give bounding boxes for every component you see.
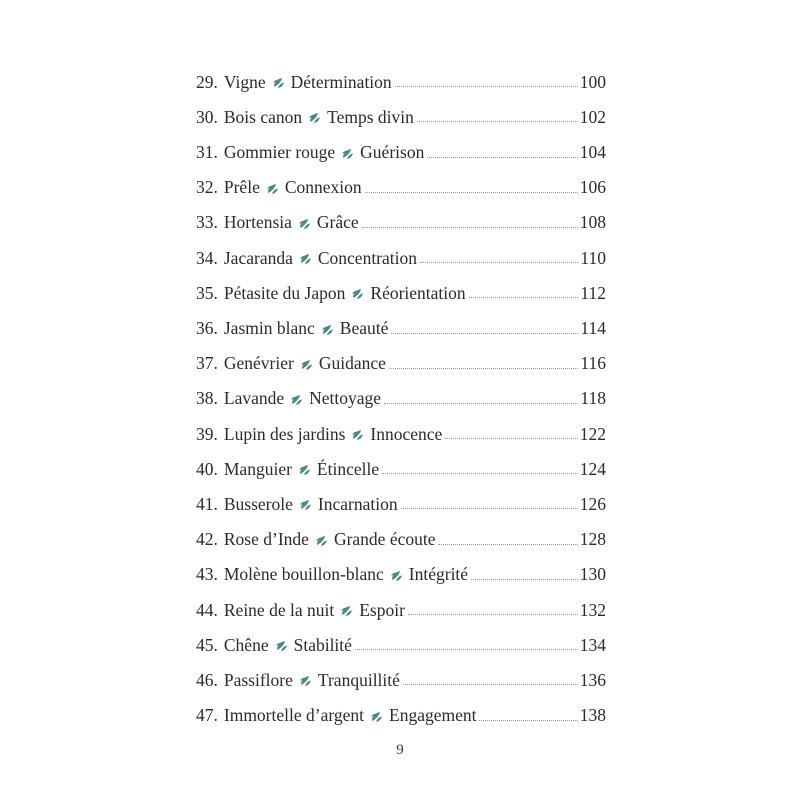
entry-plant-name: Rose d’Inde	[223, 529, 309, 550]
leaf-ornament-icon	[351, 287, 364, 300]
entry-plant-name: Bois canon	[223, 106, 303, 127]
entry-theme: Intégrité	[408, 564, 469, 585]
toc-entry[interactable]	[196, 654, 606, 689]
entry-page-ref: 126	[579, 493, 606, 514]
entry-plant-name: Genévrier	[223, 353, 294, 374]
leaf-ornament-icon	[340, 604, 353, 617]
entry-number: 47.	[196, 705, 218, 726]
entry-page-ref: 110	[580, 247, 606, 268]
entry-page-ref: 124	[579, 458, 606, 479]
entry-page-ref: 108	[579, 212, 606, 233]
entry-page-ref: 128	[579, 529, 606, 550]
dot-leader	[438, 544, 577, 545]
dot-leader	[427, 157, 577, 158]
dot-leader	[420, 262, 578, 263]
dot-leader	[408, 614, 578, 615]
entry-page-ref: 102	[579, 106, 606, 127]
toc-entry[interactable]	[196, 197, 606, 232]
entry-number: 41.	[196, 493, 218, 514]
entry-plant-name: Lavande	[223, 388, 285, 409]
entry-number: 39.	[196, 423, 218, 444]
entry-plant-name: Busserole	[223, 493, 293, 514]
leaf-ornament-icon	[272, 76, 285, 89]
leaf-ornament-icon	[299, 498, 312, 511]
leaf-ornament-icon	[275, 639, 288, 652]
leaf-ornament-icon	[370, 710, 383, 723]
entry-theme: Tranquillité	[317, 669, 400, 690]
entry-plant-name: Passiflore	[223, 669, 293, 690]
entry-page-ref: 132	[579, 599, 606, 620]
dot-leader	[417, 121, 578, 122]
entry-number: 31.	[196, 142, 218, 163]
dot-leader	[391, 333, 578, 334]
entry-page-ref: 104	[579, 142, 606, 163]
entry-page-ref: 116	[580, 353, 606, 374]
toc-entry[interactable]	[196, 56, 606, 91]
toc-entry[interactable]	[196, 267, 606, 302]
entry-number: 46.	[196, 669, 218, 690]
toc-entry[interactable]	[196, 373, 606, 408]
toc-entry[interactable]	[196, 338, 606, 373]
entry-plant-name: Immortelle d’argent	[223, 705, 364, 726]
entry-page-ref: 134	[579, 634, 606, 655]
dot-leader	[365, 192, 578, 193]
entry-theme: Espoir	[359, 599, 405, 620]
toc-entry[interactable]	[196, 162, 606, 197]
entry-plant-name: Jacaranda	[223, 247, 293, 268]
entry-theme: Engagement	[389, 705, 477, 726]
entry-theme: Innocence	[370, 423, 443, 444]
entry-theme: Grâce	[316, 212, 359, 233]
leaf-ornament-icon	[298, 217, 311, 230]
entry-theme: Étincelle	[316, 458, 380, 479]
dot-leader	[445, 438, 577, 439]
entry-number: 42.	[196, 529, 218, 550]
entry-number: 36.	[196, 318, 218, 338]
entry-plant-name: Reine de la nuit	[223, 599, 335, 620]
dot-leader	[382, 473, 578, 474]
toc-entry[interactable]	[196, 443, 606, 478]
dot-leader	[401, 508, 578, 509]
dot-leader	[355, 649, 578, 650]
entry-theme: Nettoyage	[309, 388, 382, 409]
entry-number: 29.	[196, 71, 218, 92]
dot-leader	[471, 579, 578, 580]
entry-theme: Guérison	[360, 142, 425, 163]
page-number: 9	[396, 742, 404, 758]
toc-entry[interactable]	[196, 689, 606, 724]
dot-leader	[395, 86, 578, 87]
leaf-ornament-icon	[299, 252, 312, 265]
entry-number: 45.	[196, 634, 218, 655]
toc-entry[interactable]	[196, 478, 606, 513]
entry-theme: Concentration	[317, 247, 417, 268]
entry-page-ref: 138	[579, 705, 606, 726]
toc-entry[interactable]	[196, 91, 606, 126]
entry-theme: Grande écoute	[333, 529, 436, 550]
entry-number: 34.	[196, 247, 218, 268]
entry-theme: Beauté	[339, 318, 389, 338]
dot-leader	[479, 720, 577, 721]
entry-plant-name: Manguier	[223, 458, 292, 479]
toc-entry[interactable]	[196, 232, 606, 267]
entry-number: 43.	[196, 564, 218, 585]
leaf-ornament-icon	[321, 323, 334, 336]
dot-leader	[469, 297, 579, 298]
entry-number: 32.	[196, 177, 218, 198]
entry-plant-name: Lupin des jardins	[223, 423, 346, 444]
entry-page-ref: 136	[579, 669, 606, 690]
toc-entry[interactable]	[196, 302, 606, 337]
entry-theme: Stabilité	[293, 634, 352, 655]
leaf-ornament-icon	[341, 147, 354, 160]
entry-number: 33.	[196, 212, 218, 233]
entry-plant-name: Vigne	[223, 71, 266, 92]
toc-entry[interactable]	[196, 584, 606, 619]
dot-leader	[403, 684, 578, 685]
toc-entry[interactable]	[196, 513, 606, 548]
entry-plant-name: Jasmin blanc	[223, 318, 315, 338]
entry-plant-name: Hortensia	[223, 212, 292, 233]
leaf-ornament-icon	[299, 674, 312, 687]
entry-theme: Détermination	[290, 71, 392, 92]
entry-theme: Guidance	[318, 353, 386, 374]
toc-entry[interactable]	[196, 126, 606, 161]
leaf-ornament-icon	[298, 463, 311, 476]
entry-plant-name: Pétasite du Japon	[223, 282, 346, 303]
entry-plant-name: Prêle	[223, 177, 260, 198]
leaf-ornament-icon	[315, 534, 328, 547]
entry-page-ref: 112	[580, 282, 606, 303]
leaf-ornament-icon	[308, 111, 321, 124]
entry-theme: Connexion	[284, 177, 362, 198]
entry-theme: Réorientation	[370, 282, 466, 303]
dot-leader	[384, 403, 578, 404]
entry-page-ref: 130	[579, 564, 606, 585]
toc-entry[interactable]	[196, 549, 606, 584]
entry-theme: Incarnation	[317, 493, 398, 514]
leaf-ornament-icon	[300, 358, 313, 371]
table-of-contents	[196, 56, 606, 725]
entry-plant-name: Chêne	[223, 634, 269, 655]
toc-entry[interactable]	[196, 619, 606, 654]
entry-number: 35.	[196, 282, 218, 303]
entry-theme: Temps divin	[327, 106, 414, 127]
leaf-ornament-icon	[290, 393, 303, 406]
entry-number: 40.	[196, 458, 218, 479]
entry-plant-name: Gommier rouge	[223, 142, 336, 163]
entry-page-ref: 122	[579, 423, 606, 444]
leaf-ornament-icon	[266, 182, 279, 195]
entry-number: 37.	[196, 353, 218, 374]
entry-number: 44.	[196, 599, 218, 620]
leaf-ornament-icon	[351, 428, 364, 441]
leaf-ornament-icon	[390, 569, 403, 582]
dot-leader	[389, 368, 578, 369]
entry-page-ref: 106	[579, 177, 606, 198]
dot-leader	[362, 227, 578, 228]
entry-plant-name: Molène bouillon-blanc	[223, 564, 384, 585]
entry-page-ref: 118	[580, 388, 606, 409]
entry-page-ref: 100	[579, 71, 606, 92]
entry-page-ref: 114	[580, 318, 606, 338]
entry-number: 30.	[196, 106, 218, 127]
entry-number: 38.	[196, 388, 218, 409]
toc-entry[interactable]	[196, 408, 606, 443]
